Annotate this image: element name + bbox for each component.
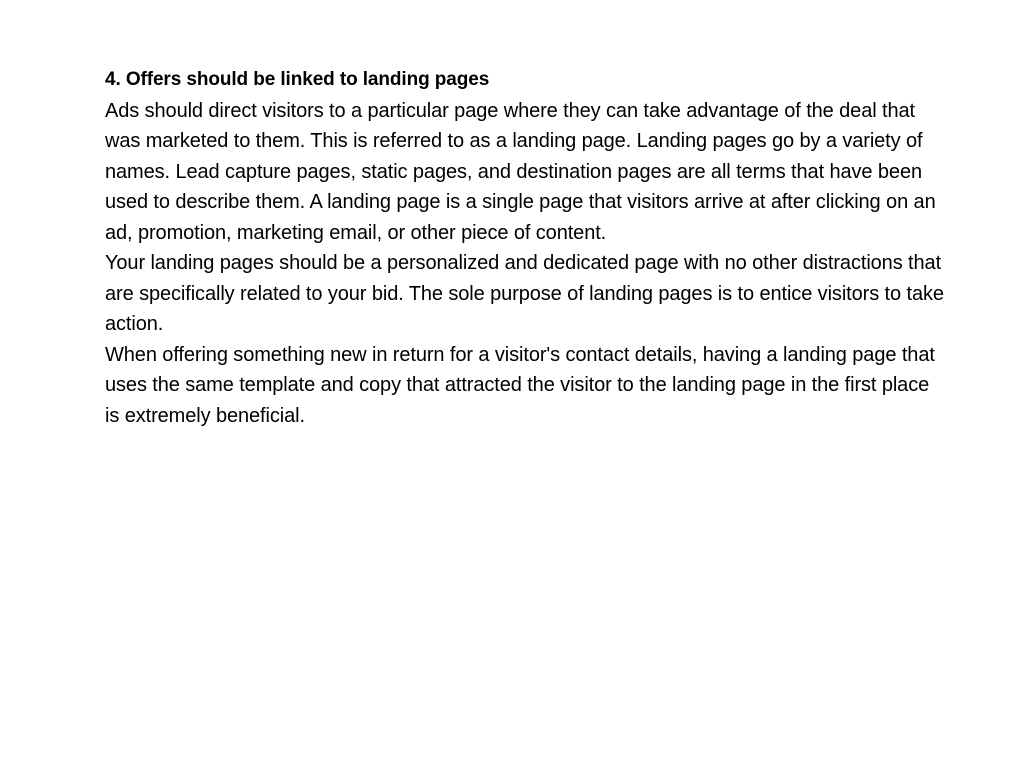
slide-body	[105, 65, 945, 431]
paragraph-landing-page-purpose: Your landing pages should be a personalized and dedicated page with no other distractions that are specifically related to your bid. The sole purpose of landing pages is to entice visitors to take action.	[105, 252, 944, 335]
paragraph-landing-page-definition: Ads should direct visitors to a particular page where they can take advantage of the deal that was marketed to them. This is referred to as a landing page. Landing pages go by a variety of names. Lead capture pages, static pages, and destination pages are all terms that have been used to describe them. A landing page is a single page that visitors arrive at after clicking on an ad, promotion, marketing email, or other piece of content.	[105, 99, 936, 244]
paragraph-landing-page-template: When offering something new in return for a visitor's contact details, having a landing page that uses the same template and copy that attracted the visitor to the landing page in the first place is extremely beneficial.	[105, 343, 935, 427]
slide-heading: 4. Offers should be linked to landing pages	[105, 69, 490, 90]
